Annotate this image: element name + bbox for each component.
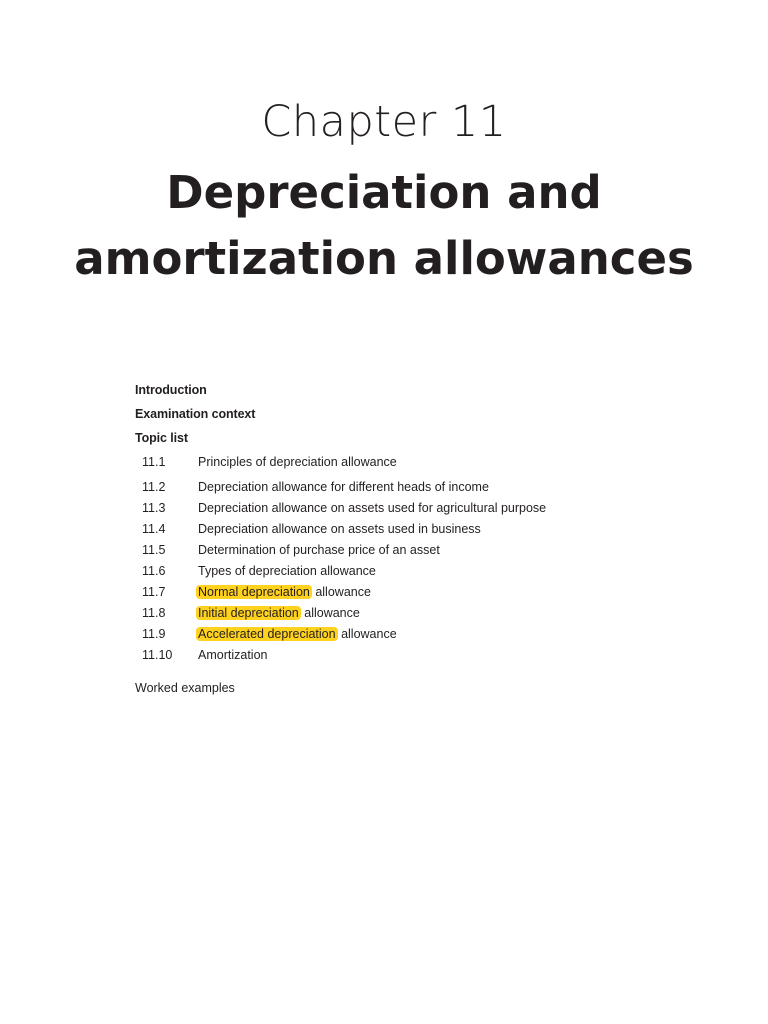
- topic-number: 11.5: [142, 543, 166, 557]
- chapter-title-line-1: Depreciation and: [166, 166, 602, 219]
- topic-title-rest: allowance: [337, 627, 397, 641]
- chapter-title-line-2: amortization allowances: [74, 232, 694, 285]
- topic-title: Depreciation allowance on assets used in business: [198, 522, 481, 536]
- chapter-label: Chapter 11: [261, 97, 507, 147]
- topic-number: 11.4: [142, 522, 166, 536]
- topic-number: 11.6: [142, 564, 166, 578]
- topic-title-rest: allowance: [300, 606, 360, 620]
- topic-title: Determination of purchase price of an asset: [198, 543, 440, 557]
- topic-number: 11.10: [142, 648, 173, 662]
- highlighted-text: Initial depreciation: [198, 606, 299, 620]
- topic-number: 11.7: [142, 585, 166, 599]
- topic-number: 11.2: [142, 480, 166, 494]
- table-of-contents: [135, 378, 695, 695]
- topic-title: Depreciation allowance for different heads of income: [198, 480, 489, 494]
- highlighted-text: Normal depreciation: [198, 585, 310, 599]
- section-topic-list[interactable]: Topic list: [135, 431, 188, 445]
- chapter-title: [0, 160, 768, 292]
- topic-title: Types of depreciation allowance: [198, 564, 376, 578]
- topic-title: Principles of depreciation allowance: [198, 455, 397, 469]
- topic-title: Amortization: [198, 648, 268, 662]
- topic-title: [198, 582, 371, 603]
- topic-number: 11.1: [142, 455, 166, 469]
- worked-examples[interactable]: Worked examples: [135, 681, 235, 695]
- topic-title-rest: allowance: [311, 585, 371, 599]
- topic-number: 11.9: [142, 627, 166, 641]
- topic-title: [198, 603, 360, 624]
- highlighted-text: Accelerated depreciation: [198, 627, 336, 641]
- topic-title: [198, 624, 397, 645]
- topic-number: 11.3: [142, 501, 166, 515]
- topic-number: 11.8: [142, 606, 166, 620]
- section-introduction[interactable]: Introduction: [135, 383, 207, 397]
- topic-title: Depreciation allowance on assets used for agricultural purpose: [198, 501, 547, 515]
- section-examination-context[interactable]: Examination context: [135, 407, 256, 421]
